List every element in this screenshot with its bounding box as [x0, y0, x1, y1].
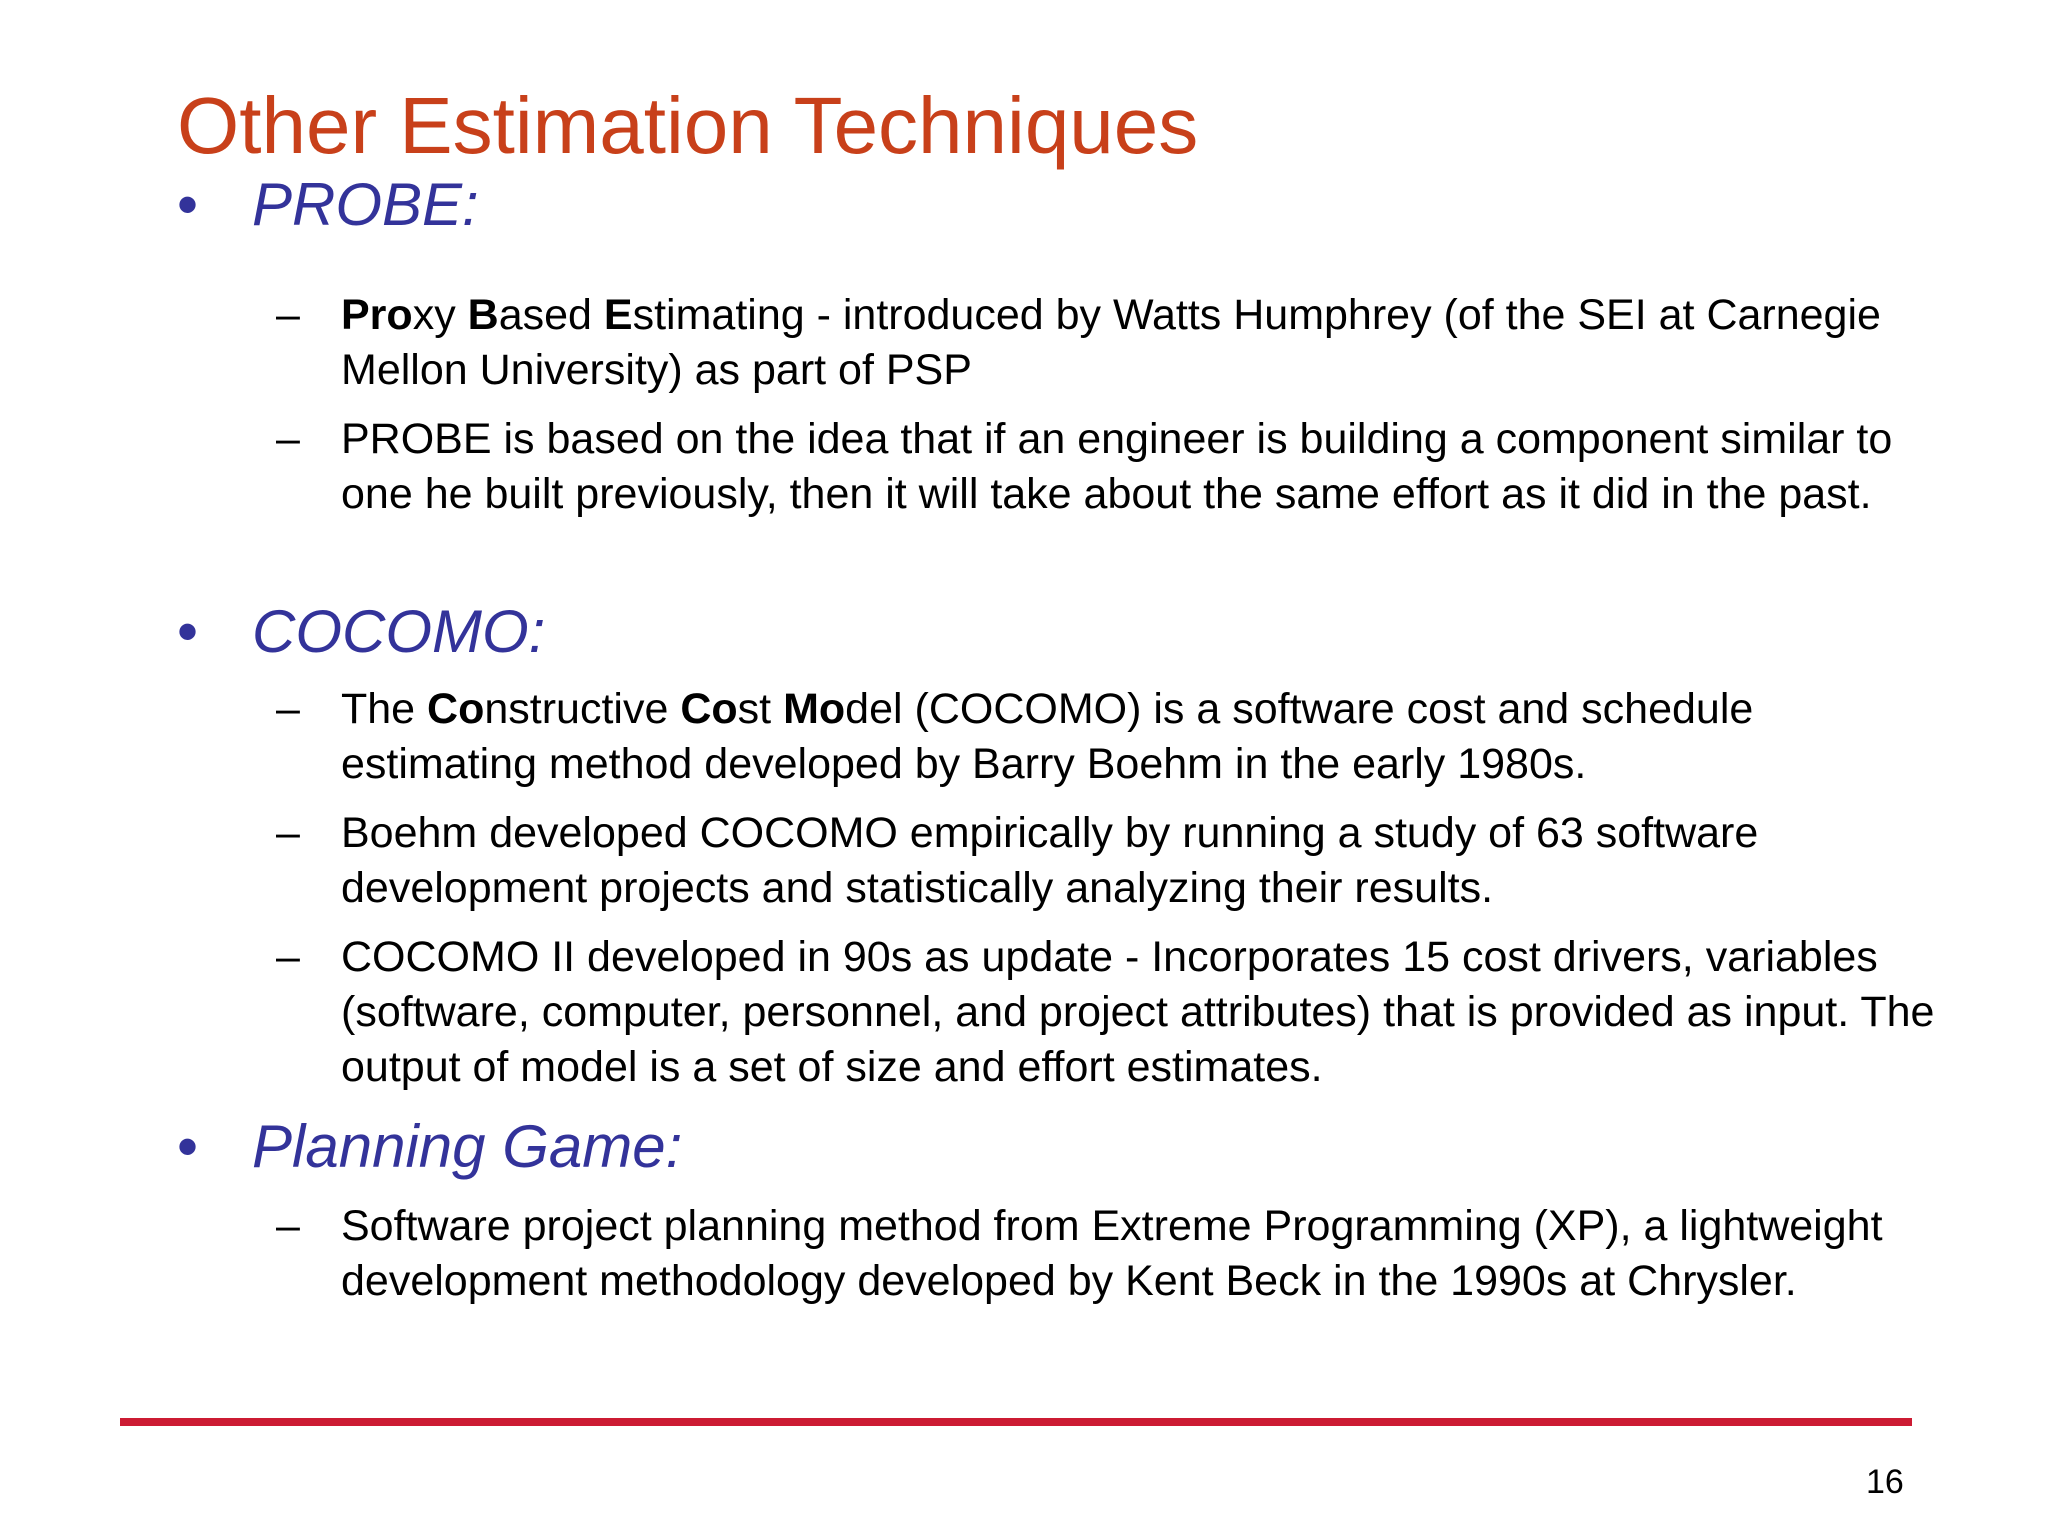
slide-title: Other Estimation Techniques: [177, 81, 1199, 170]
section-heading: [177, 170, 479, 240]
emphasis-text: E: [603, 291, 633, 339]
sub-item-text: [341, 930, 1936, 1095]
section-heading: [177, 597, 545, 667]
text-run: The: [341, 685, 428, 733]
text-run: nstructive: [484, 685, 681, 733]
sub-item-text: [341, 806, 1936, 916]
text-run: Software project planning method from Extreme Programming (XP), a lightweight development methodology developed by Kent Beck in the 1990s at Chrysler.: [341, 1202, 1883, 1305]
dash-marker: –: [276, 415, 300, 463]
bullet-dot: •: [177, 1113, 199, 1180]
bullet-dot: •: [177, 598, 199, 665]
emphasis-text: Co: [427, 685, 485, 733]
sub-item: [276, 682, 1936, 792]
sub-item: [276, 288, 1936, 398]
sub-item: [276, 806, 1936, 916]
section-heading-text: COCOMO:: [252, 598, 546, 665]
text-run: st: [737, 685, 784, 733]
section-heading-text: Planning Game:: [252, 1113, 683, 1180]
footer-rule: [120, 1418, 1912, 1426]
section-heading: [177, 1112, 682, 1182]
text-run: Boehm developed COCOMO empirically by running a study of 63 software development projects and statistically analyzing their results.: [341, 809, 1759, 912]
text-run: del (COCOMO) is a software cost and schedule estimating method developed by Barry Boehm in the early 1980s.: [341, 685, 1754, 788]
text-run: PROBE is based on the idea that if an engineer is building a component similar to one he built previously, then it will take about the same effort as it did in the past.: [341, 415, 1893, 518]
dash-marker: –: [276, 1202, 300, 1250]
sub-item-text: [341, 288, 1936, 398]
text-run: xy: [412, 291, 468, 339]
sub-item: [276, 930, 1936, 1095]
text-run: ased: [498, 291, 604, 339]
dash-marker: –: [276, 685, 300, 733]
dash-marker: –: [276, 933, 300, 981]
sub-item-text: [341, 412, 1936, 522]
sub-item: [276, 1199, 1936, 1309]
sub-item-text: [341, 682, 1936, 792]
sub-item-text: [341, 1199, 1936, 1309]
section-heading-text: PROBE:: [252, 171, 479, 238]
dash-marker: –: [276, 809, 300, 857]
emphasis-text: Pro: [341, 291, 413, 339]
bullet-dot: •: [177, 171, 199, 238]
sub-item: [276, 412, 1936, 522]
dash-marker: –: [276, 291, 300, 339]
emphasis-text: B: [467, 291, 499, 339]
emphasis-text: Mo: [783, 685, 846, 733]
text-run: stimating - introduced by Watts Humphrey (of the SEI at Carnegie Mellon University) as part of PSP: [341, 291, 1881, 394]
page-number: 16: [1866, 1463, 1904, 1501]
emphasis-text: Co: [680, 685, 738, 733]
text-run: COCOMO II developed in 90s as update - Incorporates 15 cost drivers, variables (software, computer, personnel, and project attributes) that is provided as input. The output of model is a set of size and effort estimates.: [341, 933, 1935, 1091]
